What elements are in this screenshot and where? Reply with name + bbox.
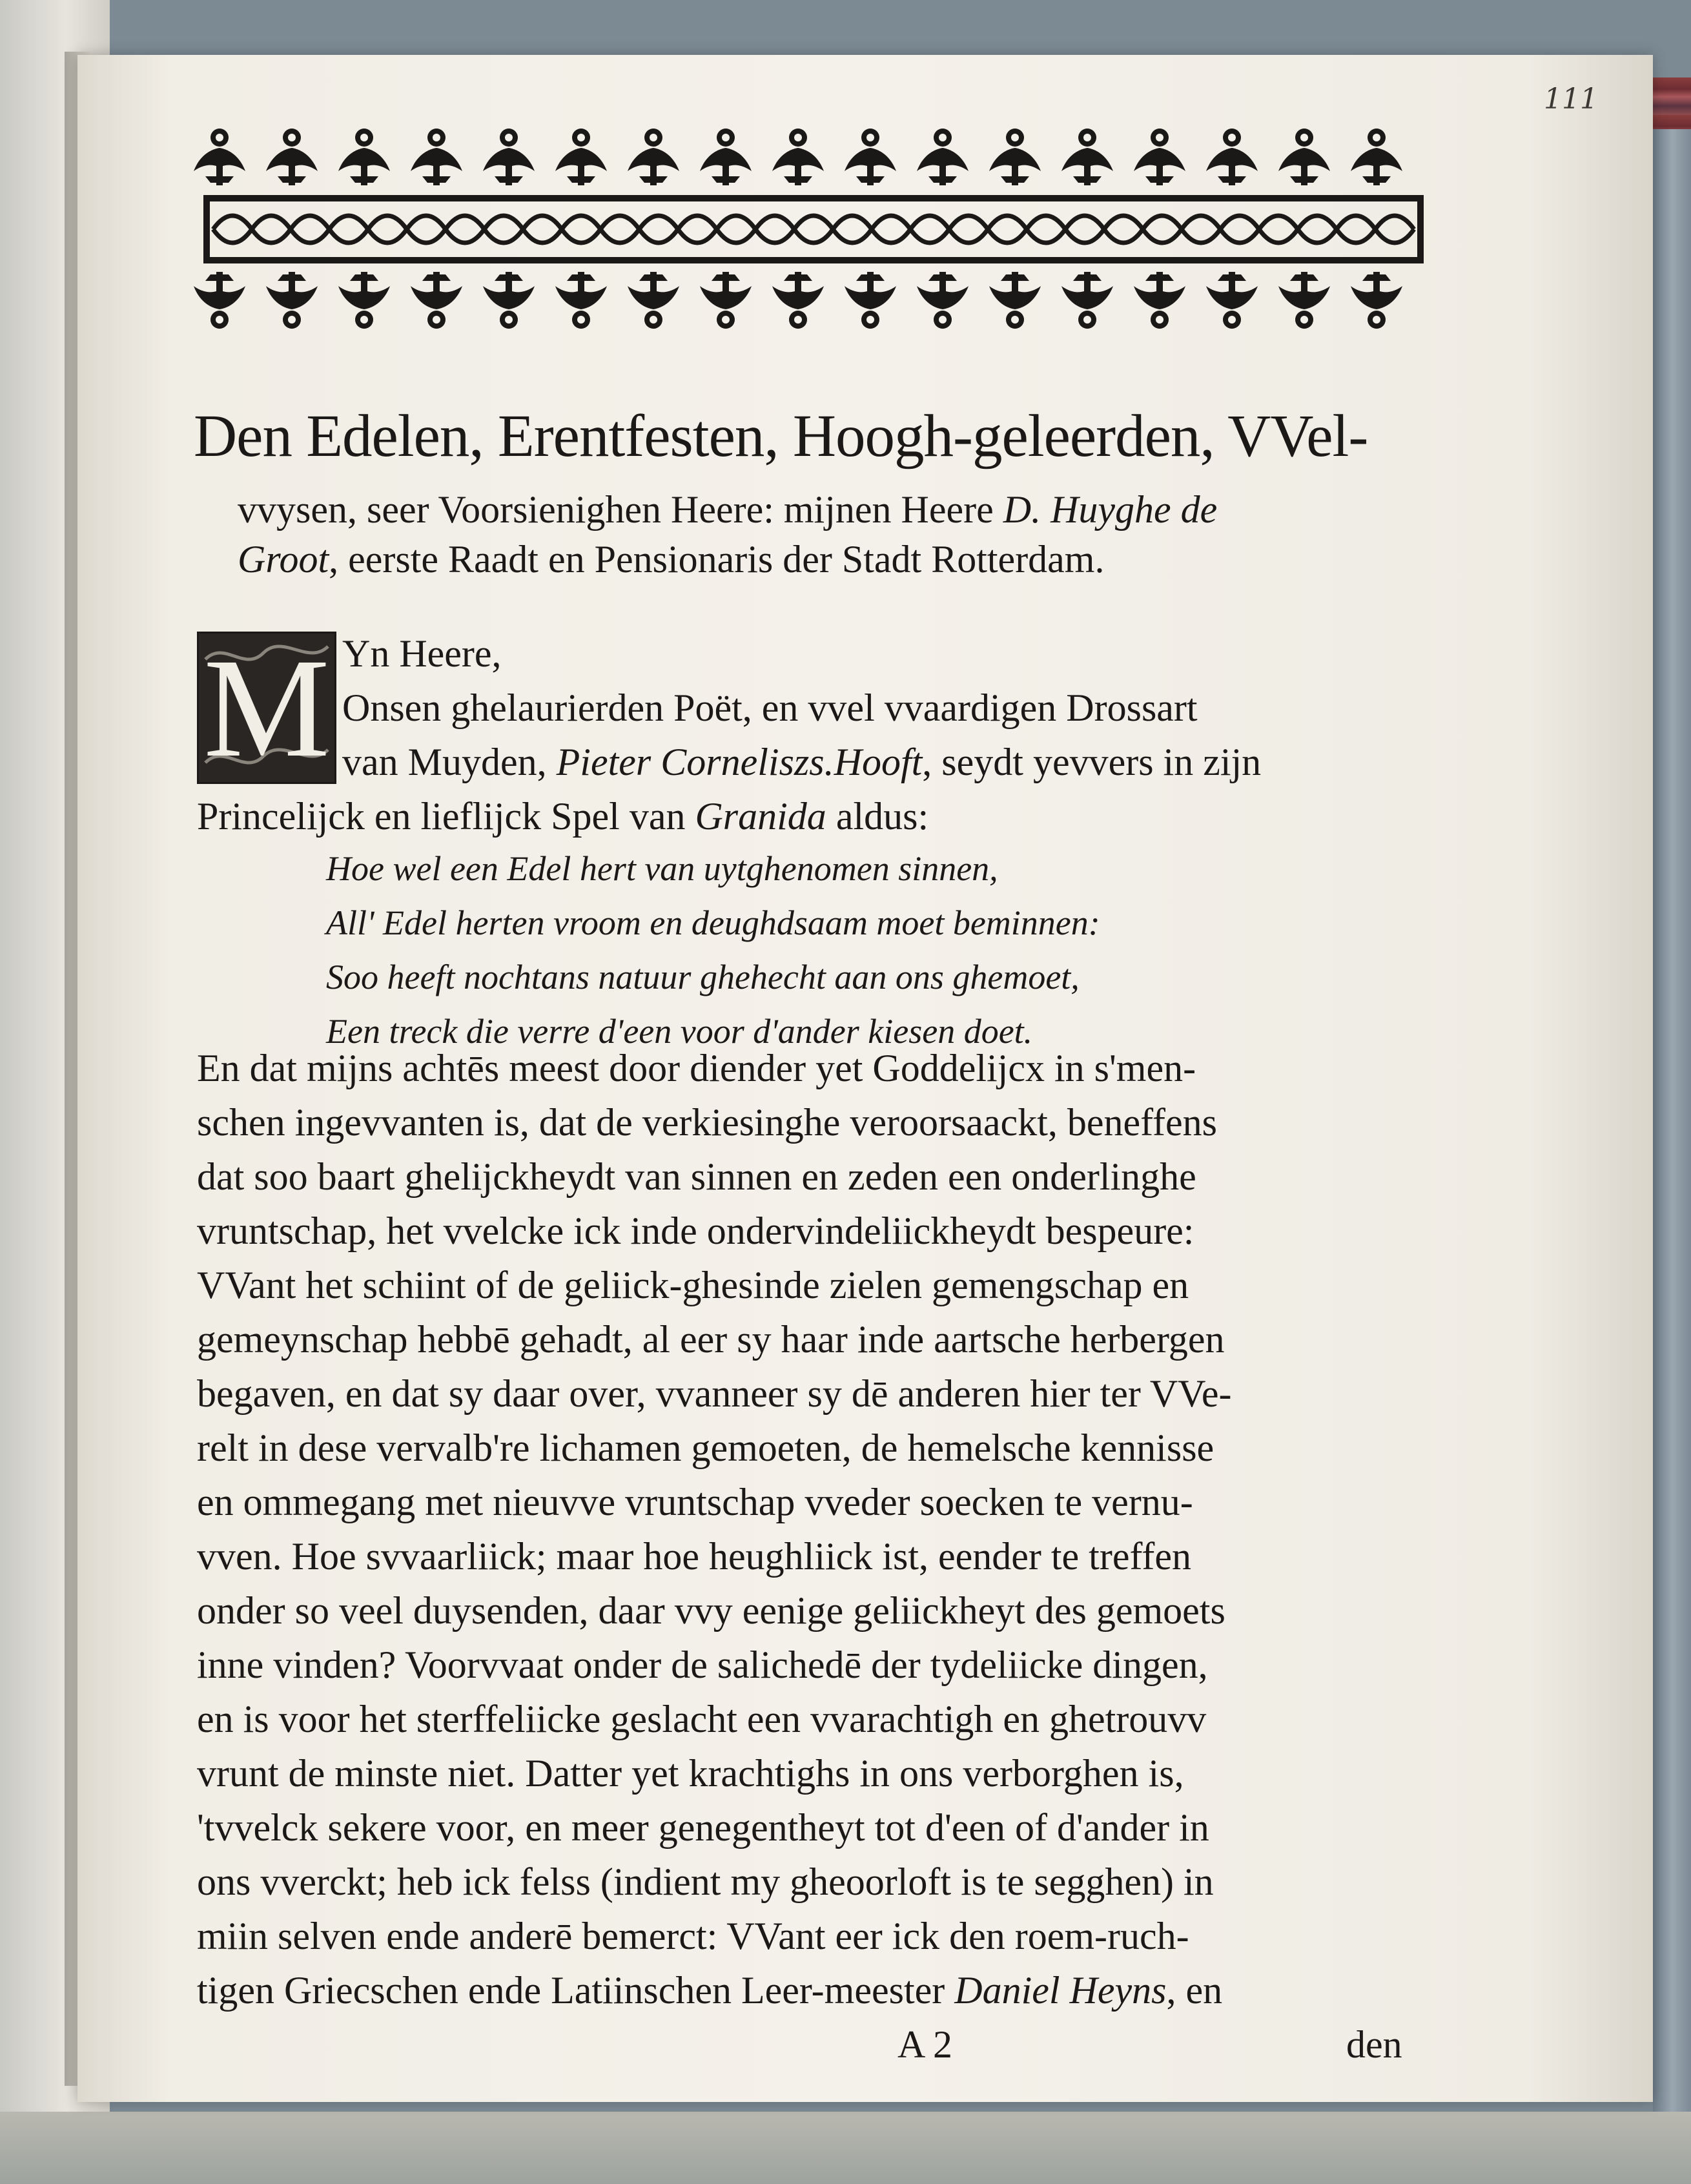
verse-line-3: Soo heeft nochtans natuur ghehecht aan ons ghemoet,: [326, 958, 1080, 996]
intro-line-2: [342, 740, 1261, 785]
intro-line-3: [197, 794, 928, 839]
body-line: gemeynschap hebbē gehadt, al eer sy haar inde aartsche herbergen: [197, 1318, 1225, 1361]
body-text: , en: [1166, 1969, 1223, 2012]
background-surface: [0, 2112, 1691, 2184]
body-name: Daniel Heyns: [954, 1969, 1167, 2012]
background-cloth: [1653, 129, 1691, 2118]
intro-name: Pieter Corneliszs.Hooft: [556, 741, 923, 783]
title-name: D. Huyghe de: [1003, 488, 1218, 531]
title-text: , eerste Raadt en Pensionaris der Stadt Rotterdam.: [329, 538, 1105, 581]
body-text: tigen Griecschen ende Latiinschen Leer-meester: [197, 1969, 955, 2012]
body-line: inne vinden? Voorvvaat onder de salichedē der tydeliicke dingen,: [197, 1643, 1208, 1686]
dedication-title-line-2: [238, 537, 1104, 582]
verse-line-1: Hoe wel een Edel hert van uytghenomen sinnen,: [326, 849, 998, 888]
salutation: Yn Heere,: [342, 632, 502, 675]
intro-line-1: Onsen ghelaurierden Poët, en vvel vvaardigen Drossart: [342, 686, 1198, 729]
body-line: vruntschap, het vvelcke ick inde ondervindeliickheydt bespeure:: [197, 1210, 1194, 1252]
body-line: relt in dese vervalb're lichamen gemoeten, de hemelsche kennisse: [197, 1427, 1214, 1469]
body-line: miin selven ende anderē bemerct: VVant eer ick den roem-ruch-: [197, 1915, 1189, 1957]
decorated-initial: [197, 629, 336, 787]
body-line: vrunt de minste niet. Datter yet krachtighs in ons verborghen is,: [197, 1752, 1184, 1795]
verse-line-4: Een treck die verre d'een voor d'ander kiesen doet.: [326, 1012, 1033, 1051]
title-surname: Groot: [238, 538, 329, 581]
body-line: En dat mijns achtēs meest door diender yet Goddelijcx in s'men-: [197, 1047, 1196, 1089]
intro-title: Granida: [695, 795, 826, 838]
body-line: dat soo baart ghelijckheydt van sinnen en zeden een onderlinghe: [197, 1155, 1196, 1198]
verse-line-2: All' Edel herten vroom en deughdsaam moet beminnen:: [326, 903, 1100, 942]
body-line: 'tvvelck sekere voor, en meer genegentheyt tot d'een of d'ander in: [197, 1806, 1209, 1849]
intro-text: , seydt yevvers in zijn: [922, 741, 1262, 783]
ornament-graphic: [194, 126, 1440, 333]
body-line: begaven, en dat sy daar over, vvanneer sy dē anderen hier ter VVe-: [197, 1372, 1232, 1415]
intro-text: aldus:: [826, 795, 929, 838]
folio-number: 111: [1544, 83, 1598, 116]
signature-mark: A 2: [897, 2023, 953, 2066]
body-line-last: [197, 1968, 1222, 2013]
title-text: vvysen, seer Voorsienighen Heere: mijnen Heere: [238, 488, 1003, 531]
body-line: VVant het schiint of de geliick-ghesinde zielen gemengschap en: [197, 1264, 1189, 1306]
printers-ornament-band: [194, 126, 1440, 333]
body-line: en is voor het sterffeliicke geslacht een vvarachtigh en ghetrouvv: [197, 1698, 1207, 1740]
catchword: den: [1346, 2023, 1402, 2066]
body-line: vven. Hoe svvaarliick; maar hoe heughliick ist, eender te treffen: [197, 1535, 1191, 1578]
intro-text: van Muyden,: [342, 741, 557, 783]
body-line: onder so veel duysenden, daar vvy eenige geliickheyt des gemoets: [197, 1589, 1225, 1632]
intro-text: Princelijck en lieflijck Spel van: [197, 795, 695, 838]
dedication-heading: Den Edelen, Erentfesten, Hoogh-geleerden, VVel-: [194, 403, 1368, 469]
initial-letter: M: [203, 629, 330, 787]
body-line: ons vverckt; heb ick felss (indient my gheoorloft is te segghen) in: [197, 1860, 1214, 1903]
body-line: en ommegang met nieuvve vruntschap vveder soecken te vernu-: [197, 1481, 1193, 1523]
dedication-title-line-1: [238, 488, 1217, 532]
body-line: schen ingevvanten is, dat de verkiesinghe veroorsaackt, beneffens: [197, 1101, 1217, 1144]
